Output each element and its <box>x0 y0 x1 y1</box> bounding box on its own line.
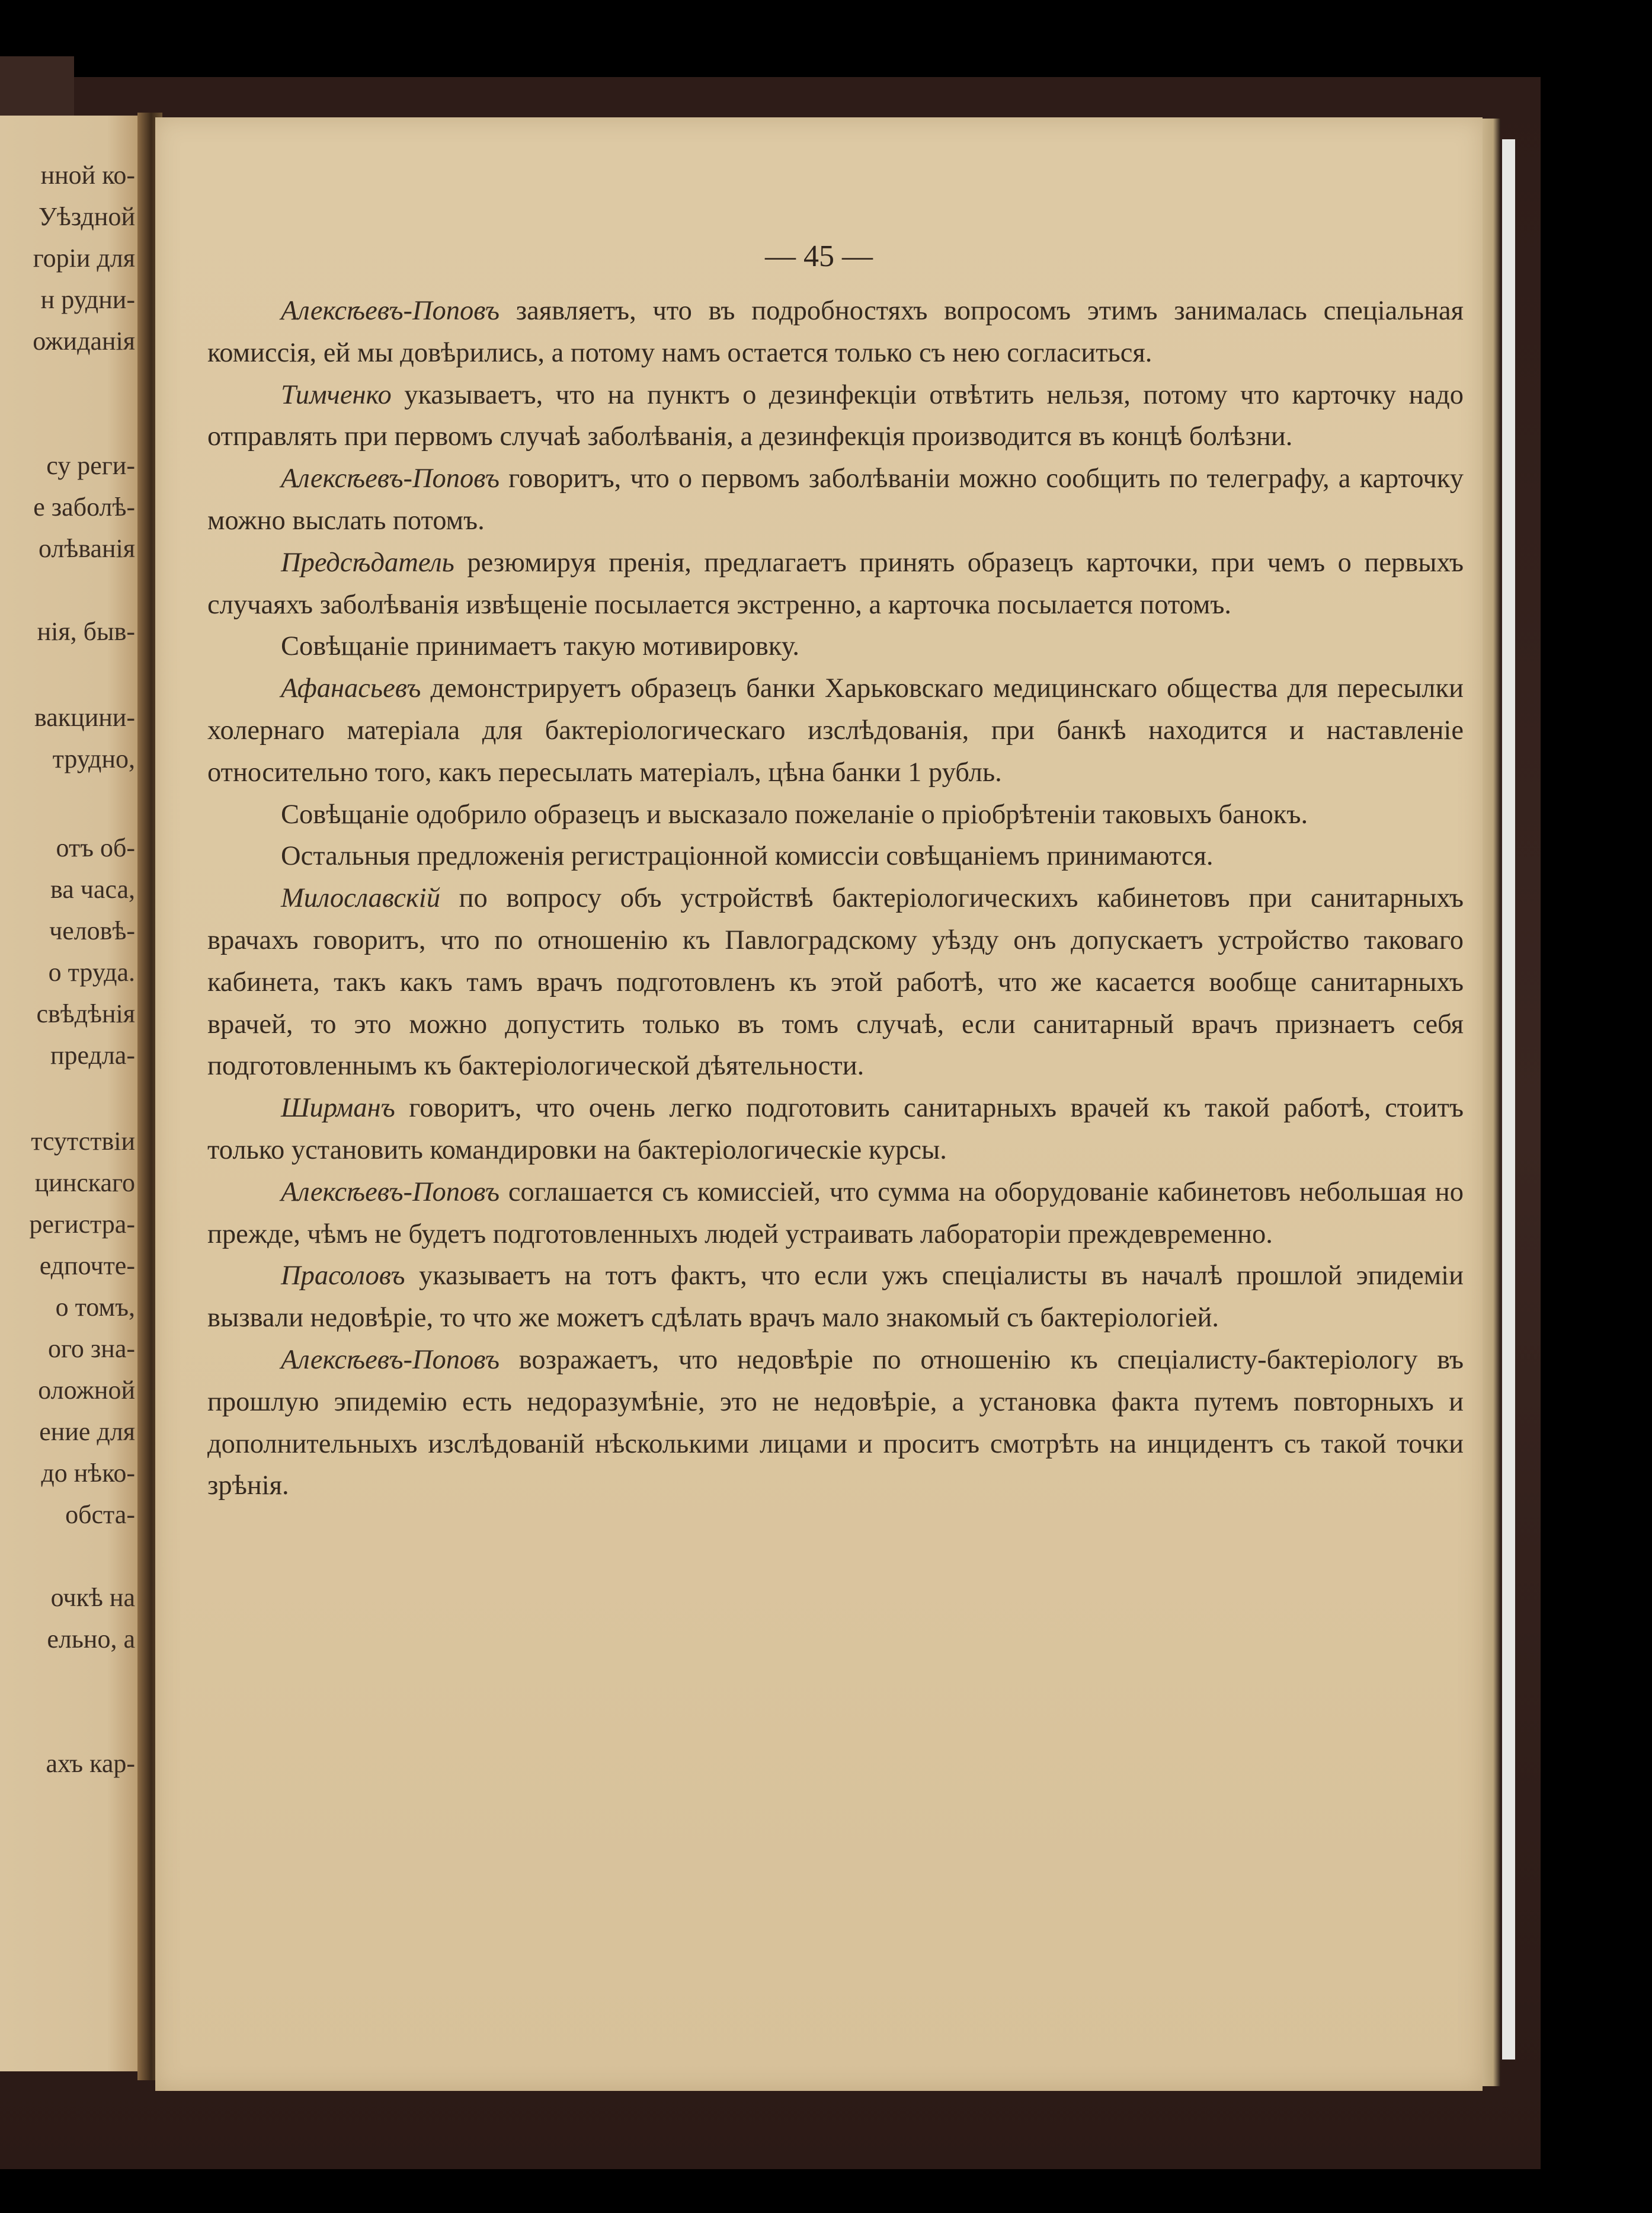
speaker-name: Ширманъ <box>281 1093 395 1124</box>
paragraph <box>207 290 1464 375</box>
paragraph <box>207 626 1464 668</box>
previous-page-fragment: предла- <box>50 1041 135 1070</box>
paragraph <box>207 668 1464 794</box>
paragraph <box>207 836 1464 878</box>
previous-page-fragment: вакцини- <box>34 703 135 732</box>
paragraph-text: Совѣщаніе принимаетъ такую мотивировку. <box>281 631 799 662</box>
paragraph-text: говоритъ, что очень легко подготовить санитарныхъ врачей къ такой работѣ, стоитъ только установить командировки на бактеріологическіе курсы. <box>207 1093 1464 1165</box>
previous-page-fragment: свѣдѣнія <box>36 999 135 1028</box>
previous-page-fragment: человѣ- <box>49 916 135 945</box>
previous-page-fragment: тсутствіи <box>31 1127 135 1156</box>
previous-page-fragment: обста- <box>65 1500 135 1529</box>
previous-page-fragment: Уѣздной <box>38 202 135 231</box>
speaker-name: Предсѣдатель <box>281 547 454 578</box>
book-page <box>155 117 1483 2091</box>
paragraph <box>207 1339 1464 1507</box>
speaker-name: Прасоловъ <box>281 1261 405 1291</box>
paragraph-text: заявляетъ, что въ подробностяхъ вопросомъ этимъ занималась спеціальная комиссія, ей мы довѣрились, а потому намъ остается только съ нею согласиться. <box>207 296 1464 368</box>
paragraph <box>207 1172 1464 1256</box>
paragraph <box>207 458 1464 542</box>
previous-page-edge <box>0 116 153 2071</box>
previous-page-fragment: до нѣко- <box>41 1459 135 1488</box>
previous-page-fragment: трудно, <box>52 744 135 773</box>
paragraph <box>207 878 1464 1088</box>
paragraph-text: возражаетъ, что недовѣріе по отношенію къ спеціалисту-бактеріологу въ прошлую эпидемію есть недоразумѣніе, это не недовѣріе, а установка факта путемъ повторныхъ и дополнительныхъ изслѣдованій нѣсколькими лицами и проситъ смотрѣть на инцидентъ съ такой точки зрѣнія. <box>207 1344 1464 1501</box>
paragraph-text: говоритъ, что о первомъ заболѣваніи можно сообщить по телеграфу, а карточку можно выслать потомъ. <box>207 463 1464 536</box>
page-number: — 45 — <box>765 239 873 273</box>
previous-page-fragment: су реги- <box>46 451 135 480</box>
paragraph <box>207 542 1464 626</box>
previous-page-fragment: нія, быв- <box>37 617 135 646</box>
speaker-name: Алексѣевъ-Поповъ <box>281 1176 500 1207</box>
page-edge <box>1483 119 1500 2086</box>
previous-page-fragment: гоpiи для <box>33 244 135 273</box>
paragraph-text: указываетъ на тотъ фактъ, что если ужъ спеціалисты въ началѣ прошлой эпидеміи вызвали недовѣріе, то что же можетъ сдѣлать врачъ мало знакомый съ бактеріологіей. <box>207 1261 1464 1333</box>
previous-page-fragment: ва часа, <box>50 875 135 904</box>
speaker-name: Тимченко <box>281 379 392 410</box>
previous-page-fragment: о труда. <box>48 958 135 987</box>
previous-page-fragment: нной ко- <box>40 161 135 190</box>
paragraph-text: Совѣщаніе одобрило образецъ и высказало пожеланіе о пріобрѣтеніи таковыхъ банокъ. <box>281 799 1308 830</box>
speaker-name: Милославскій <box>281 883 440 914</box>
paragraph-text: Остальныя предложенія регистраціонной комиссіи совѣщаніемъ принимаются. <box>281 841 1214 872</box>
page-text <box>207 290 1464 1507</box>
paragraph <box>207 1255 1464 1339</box>
previous-page-fragment: ельно, а <box>47 1624 135 1654</box>
paragraph-text: указываетъ, что на пунктъ о дезинфекціи отвѣтить нельзя, потому что карточку надо отправлять при первомъ случаѣ заболѣванія, а дезинфекція производится въ концѣ болѣзни. <box>207 379 1464 452</box>
previous-page-fragment: оложной <box>38 1376 135 1405</box>
previous-page-fragment: о томъ, <box>55 1293 135 1322</box>
previous-page-fragment: е заболѣ- <box>33 493 135 522</box>
previous-page-fragment: регистра- <box>29 1210 135 1239</box>
paragraph-text: демонстрируетъ образецъ банки Харьковскаго медицинскаго общества для пересылки холернаго матеріала для бактеріологическаго изслѣдованія, при банкѣ находится и наставленіе относительно того, какъ пересылать матеріалъ, цѣна банки 1 рубль. <box>207 673 1464 788</box>
previous-page-fragment: едпочте- <box>39 1251 135 1280</box>
speaker-name: Алексѣевъ-Поповъ <box>281 463 500 494</box>
previous-page-fragment: цинскаго <box>34 1168 135 1197</box>
previous-page-fragment: ого зна- <box>47 1334 135 1363</box>
paragraph-text: по вопросу объ устройствѣ бактеріологическихъ кабинетовъ при санитарныхъ врачахъ говоритъ, что по отношенію къ Павлоградскому уѣзду онъ допускаетъ устройство таковаго кабинета, такъ какъ тамъ врачъ подготовленъ къ этой работѣ, что же касается вообще санитарныхъ врачей, то это можно допустить только въ томъ случаѣ, если санитарный врачъ признаетъ себя подготовленнымъ къ бактеріологической дѣятельности. <box>207 883 1464 1082</box>
previous-page-fragment: ахъ кар- <box>46 1749 135 1778</box>
paragraph-text: соглашается съ комиссіей, что сумма на оборудованіе кабинетовъ небольшая но прежде, чѣмъ не будетъ подготовленныхъ людей устраивать лабораторіи преждевременно. <box>207 1176 1464 1249</box>
previous-page-fragment: очкѣ на <box>50 1583 135 1612</box>
paragraph <box>207 375 1464 459</box>
previous-page-fragment: отъ об- <box>56 833 135 862</box>
paragraph-text: резюмируя пренія, предлагаетъ принять образецъ карточки, при чемъ о первыхъ случаяхъ заболѣванія извѣщеніе посылается экстренно, а карточка посылается потомъ. <box>207 547 1464 620</box>
previous-page-fragment: ение для <box>39 1417 135 1446</box>
speaker-name: Алексѣевъ-Поповъ <box>281 1344 500 1375</box>
speaker-name: Афанасьевъ <box>281 673 421 704</box>
paragraph <box>207 794 1464 836</box>
previous-page-fragment: ожиданія <box>33 327 135 356</box>
previous-page-fragment: н рудни- <box>40 285 135 314</box>
speaker-name: Алексѣевъ-Поповъ <box>281 296 500 326</box>
previous-page-fragment: олѣванія <box>38 534 135 563</box>
paragraph <box>207 1088 1464 1172</box>
page-block-edge <box>1502 139 1515 2060</box>
